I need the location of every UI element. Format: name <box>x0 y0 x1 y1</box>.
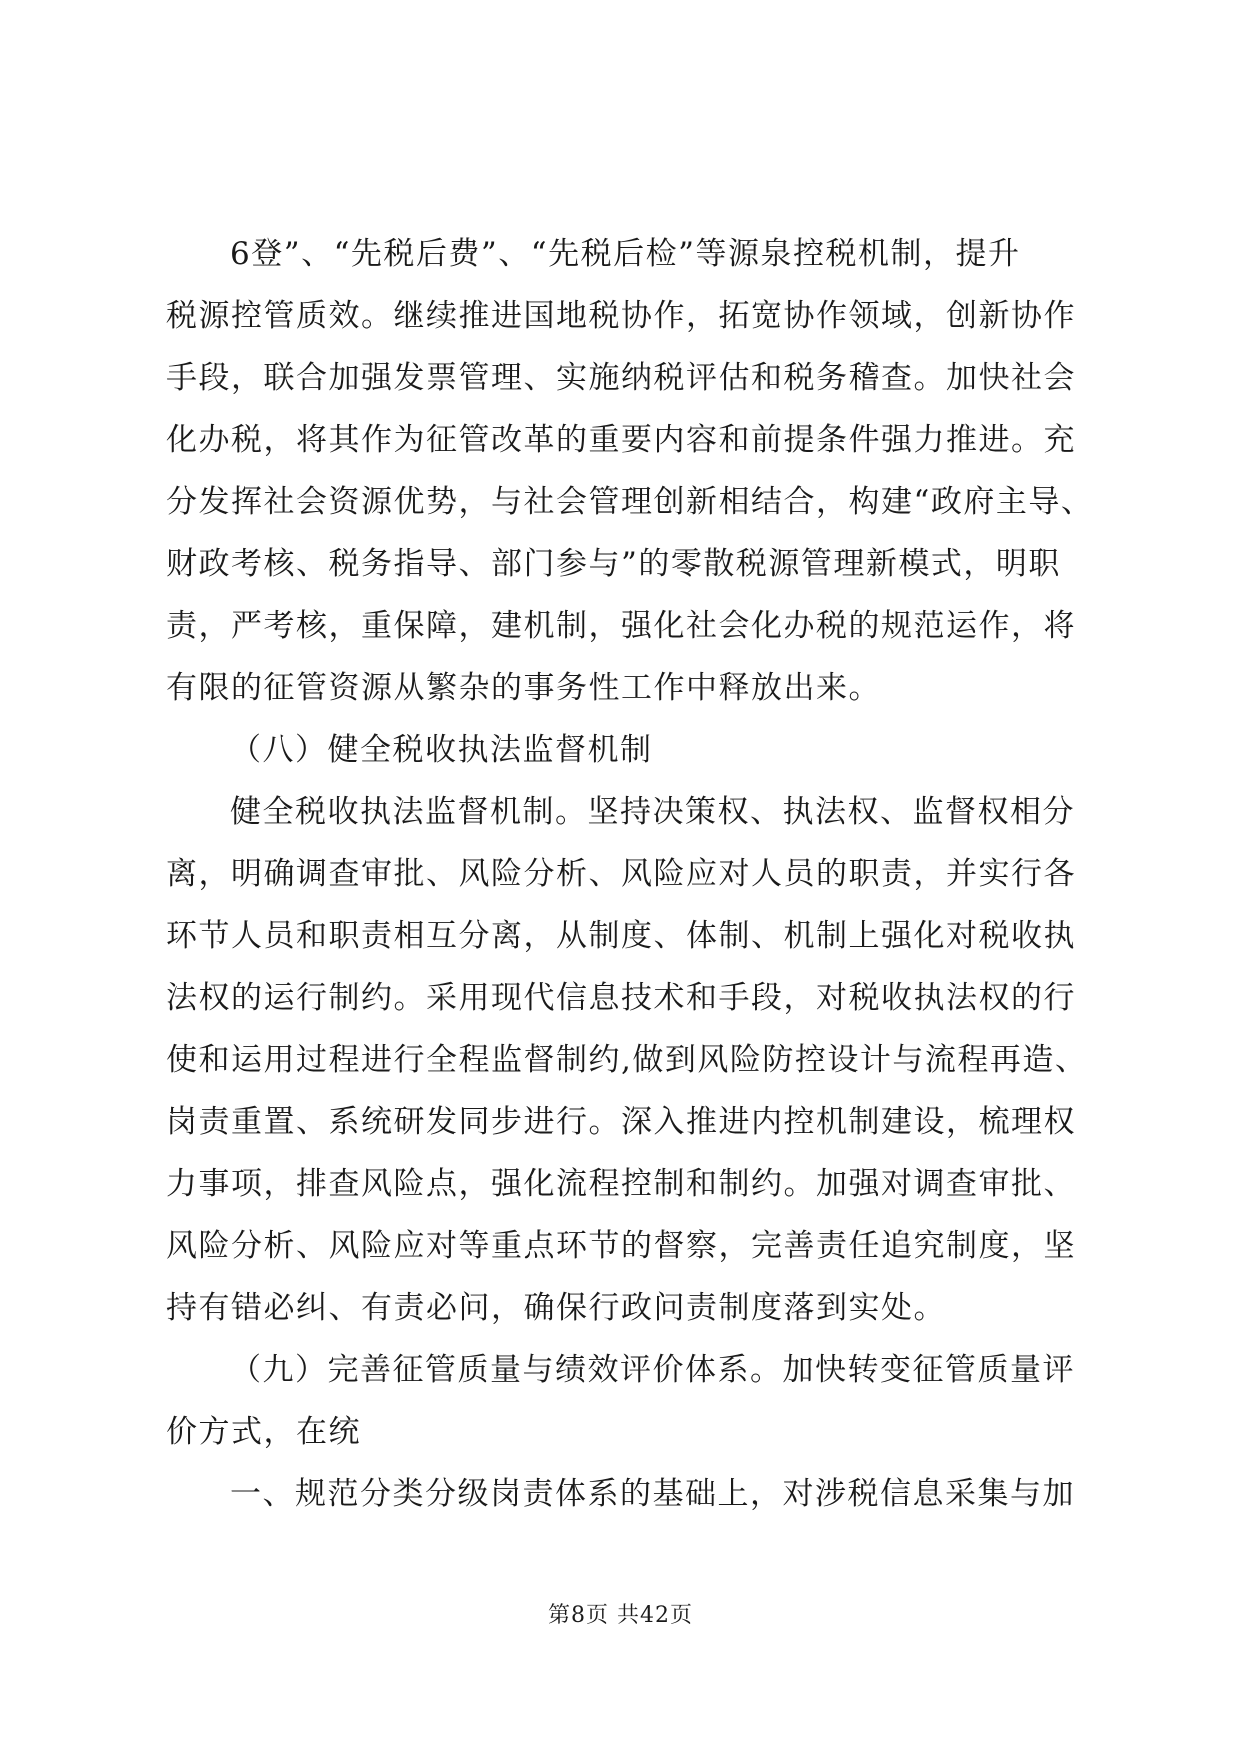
text-line: 风险分析、风险应对等重点环节的督察，完善责任追究制度，坚 <box>166 1228 1076 1264</box>
text-line: 法权的运行制约。采用现代信息技术和手段，对税收执法权的行 <box>166 980 1076 1016</box>
text-line: 持有错必纠、有责必问，确保行政问责制度落到实处。 <box>166 1290 946 1326</box>
page-number-footer: 第8页 共42页 <box>548 1603 693 1628</box>
text-line: 6登”、“先税后费”、“先税后检”等源泉控税机制，提升 <box>230 236 1021 272</box>
text-line: 税源控管质效。继续推进国地税协作，拓宽协作领域，创新协作 <box>166 298 1076 334</box>
text-line: 有限的征管资源从繁杂的事务性工作中释放出来。 <box>166 670 881 706</box>
document-body <box>166 223 1094 1525</box>
text-line: 使和运用过程进行全程监督制约,做到风险防控设计与流程再造、 <box>166 1042 1088 1078</box>
text-line: 化办税，将其作为征管改革的重要内容和前提条件强力推进。充 <box>166 422 1076 458</box>
text-line: 力事项，排查风险点，强化流程控制和制约。加强对调查审批、 <box>166 1166 1076 1202</box>
section-heading: （九）完善征管质量与绩效评价体系。加快转变征管质量评 <box>230 1352 1075 1388</box>
text-line: 手段，联合加强发票管理、实施纳税评估和税务稽查。加快社会 <box>166 360 1076 396</box>
text-line: 岗责重置、系统研发同步进行。深入推进内控机制建设，梳理权 <box>166 1104 1076 1140</box>
text-line: 健全税收执法监督机制。坚持决策权、执法权、监督权相分 <box>230 794 1075 830</box>
text-line: 环节人员和职责相互分离，从制度、体制、机制上强化对税收执 <box>166 918 1076 954</box>
section-heading: （八）健全税收执法监督机制 <box>230 732 653 768</box>
text-line: 一、规范分类分级岗责体系的基础上，对涉税信息采集与加 <box>230 1476 1075 1512</box>
text-line: 责，严考核，重保障，建机制，强化社会化办税的规范运作，将 <box>166 608 1076 644</box>
text-line: 离，明确调查审批、风险分析、风险应对人员的职责，并实行各 <box>166 856 1076 892</box>
text-line: 财政考核、税务指导、部门参与”的零散税源管理新模式，明职 <box>166 546 1061 582</box>
text-line: 分发挥社会资源优势，与社会管理创新相结合，构建“政府主导、 <box>166 484 1094 520</box>
text-line: 价方式，在统 <box>166 1414 361 1450</box>
